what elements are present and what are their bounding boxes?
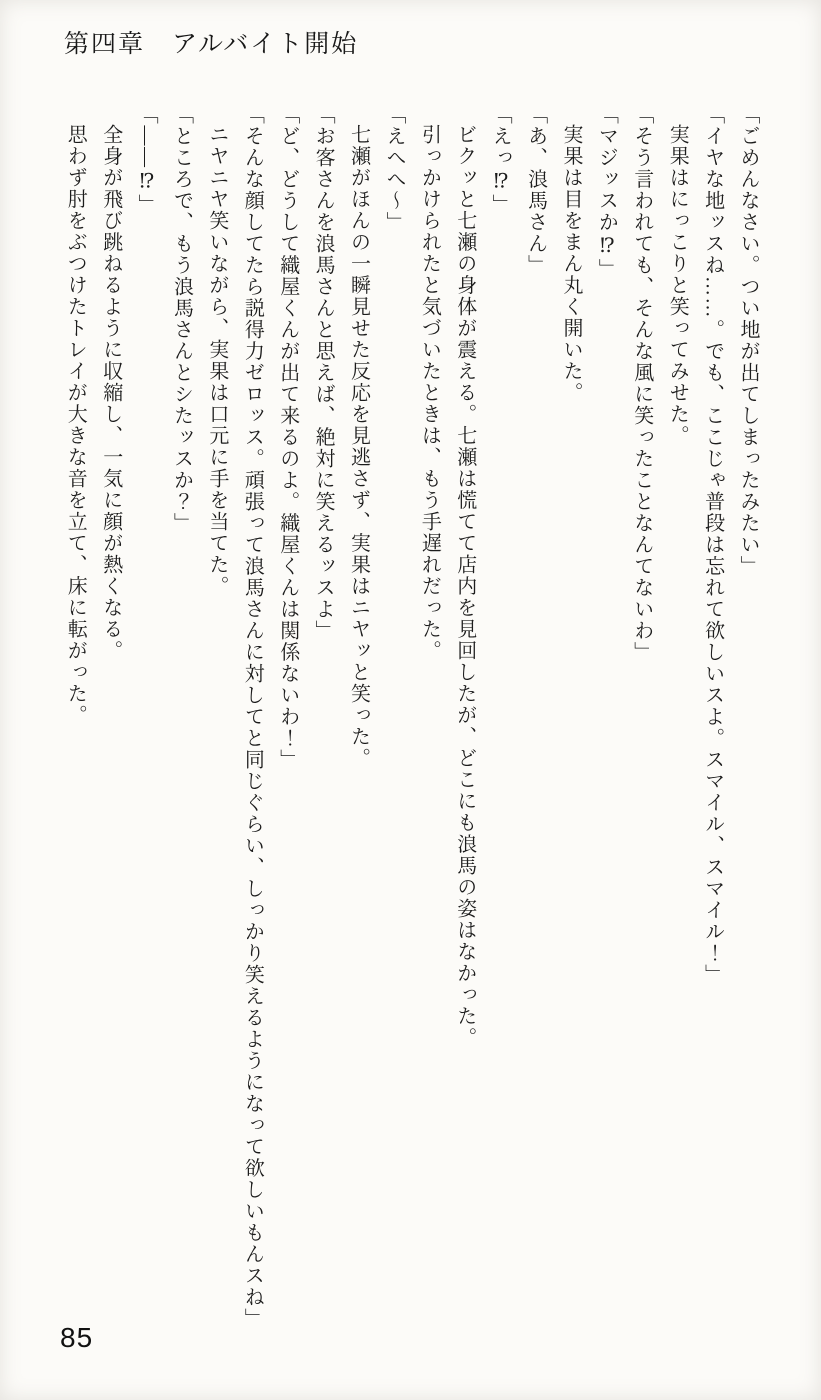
paragraph: 「そう言われても、そんな風に笑ったことなんてないわ」 [630, 104, 653, 663]
paragraph: 「――⁉」 [135, 104, 158, 216]
paragraph: 「あ、浪馬さん」 [524, 104, 547, 276]
paragraph: 「えっ⁉」 [489, 104, 512, 216]
paragraph: 実果は目をまん丸く開いた。 [559, 124, 582, 404]
paragraph: 思わず肘をぶつけたトレイが大きな音を立て、床に転がった。 [64, 124, 87, 726]
paragraph: 「ごめんなさい。つい地が出てしまったみたい」 [737, 104, 759, 577]
paragraph: 「マジッスか⁉」 [595, 104, 618, 280]
paragraph: 「ど、どうして織屋くんが出て来るのよ。織屋くんは関係ないわ！」 [276, 104, 299, 771]
paragraph: 実果はにっこりと笑ってみせた。 [666, 124, 689, 447]
paragraph: 「ところで、もう浪馬さんとシたッスか？」 [170, 104, 193, 534]
paragraph: ニヤニヤ笑いながら、実果は口元に手を当てた。 [205, 124, 228, 597]
chapter-heading: 第四章 アルバイト開始 [64, 31, 359, 58]
paragraph: 「イヤな地ッスね……。でも、ここじゃ普段は忘れて欲しいスよ。スマイル、スマイル！」 [701, 104, 724, 986]
paragraph: 引っかけられたと気づいたときは、もう手遅れだった。 [418, 124, 441, 662]
paragraph: 「お客さんを浪馬さんと思えば、絶対に笑えるッスよ」 [312, 104, 335, 642]
paragraph: ビクッと七瀬の身体が震える。七瀬は慌てて店内を見回したが、どこにも浪馬の姿はなかった。 [453, 124, 476, 1049]
page-number: 85 [60, 1322, 94, 1353]
paragraph: 全身が飛び跳ねるように収縮し、一気に顔が熱くなる。 [99, 124, 122, 662]
paragraph: 「そんな顔してたら説得力ゼロッス。頑張って浪馬さんに対してと同じぐらい、しっかり笑えるようになって欲しいもんスね」 [241, 104, 264, 1330]
vertical-text-body [57, 104, 765, 1336]
paragraph: 「えへへ〜」 [382, 104, 405, 233]
paragraph: 七瀬がほんの一瞬見せた反応を見逃さず、実果はニヤッと笑った。 [347, 124, 370, 769]
